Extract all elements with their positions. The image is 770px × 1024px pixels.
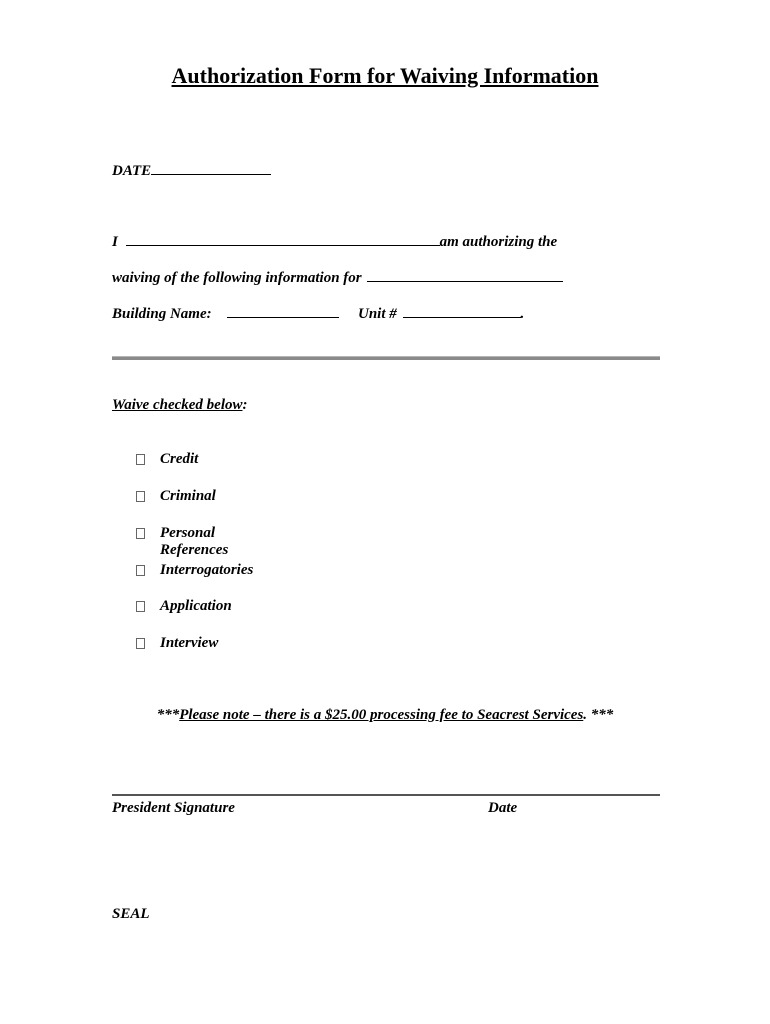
option-label: Personal References bbox=[160, 525, 229, 558]
date-field[interactable] bbox=[151, 161, 271, 175]
signature-label: President Signature bbox=[112, 800, 235, 816]
unit-end: . bbox=[520, 306, 525, 322]
checkbox-icon[interactable] bbox=[136, 528, 145, 539]
signature-date-label: Date bbox=[488, 800, 518, 816]
waive-heading-text: Waive checked below bbox=[112, 397, 243, 413]
option-label: Criminal bbox=[160, 488, 216, 504]
building-name-field[interactable] bbox=[227, 304, 339, 318]
option-label: Interrogatories bbox=[160, 562, 254, 578]
unit-label: Unit # bbox=[358, 306, 397, 322]
note-text: Please note – there is a $25.00 processing fee to Seacrest Services bbox=[179, 707, 584, 723]
building-label: Building Name: bbox=[112, 306, 212, 322]
waiving-text: waiving of the following information for bbox=[112, 270, 362, 286]
checkbox-icon[interactable] bbox=[136, 454, 145, 465]
waive-heading bbox=[112, 397, 248, 414]
unit-line bbox=[358, 304, 524, 323]
checkbox-icon[interactable] bbox=[136, 565, 145, 576]
checkbox-icon[interactable] bbox=[136, 638, 145, 649]
date-label: DATE bbox=[112, 163, 152, 179]
checkbox-icon[interactable] bbox=[136, 491, 145, 502]
building-line bbox=[112, 304, 339, 323]
option-label: Application bbox=[160, 598, 232, 614]
waive-heading-colon: : bbox=[242, 397, 248, 413]
checkbox-icon[interactable] bbox=[136, 601, 145, 612]
note-suffix: . *** bbox=[583, 707, 614, 723]
section-divider bbox=[112, 356, 660, 360]
option-label: Interview bbox=[160, 635, 219, 651]
fee-note bbox=[0, 707, 770, 724]
waiving-for-field[interactable] bbox=[367, 268, 563, 282]
option-label: Credit bbox=[160, 451, 199, 467]
date-line bbox=[112, 161, 271, 180]
i-label: I bbox=[112, 234, 118, 250]
note-prefix: *** bbox=[156, 707, 180, 723]
waiving-line bbox=[112, 268, 563, 287]
signature-line[interactable] bbox=[112, 794, 660, 796]
authorizer-line bbox=[112, 232, 557, 251]
unit-number-field[interactable] bbox=[403, 304, 521, 318]
seal-label: SEAL bbox=[112, 906, 150, 922]
page-title: Authorization Form for Waiving Information bbox=[171, 63, 599, 88]
authorizing-text: am authorizing the bbox=[439, 234, 558, 250]
authorizer-name-field[interactable] bbox=[126, 232, 440, 246]
